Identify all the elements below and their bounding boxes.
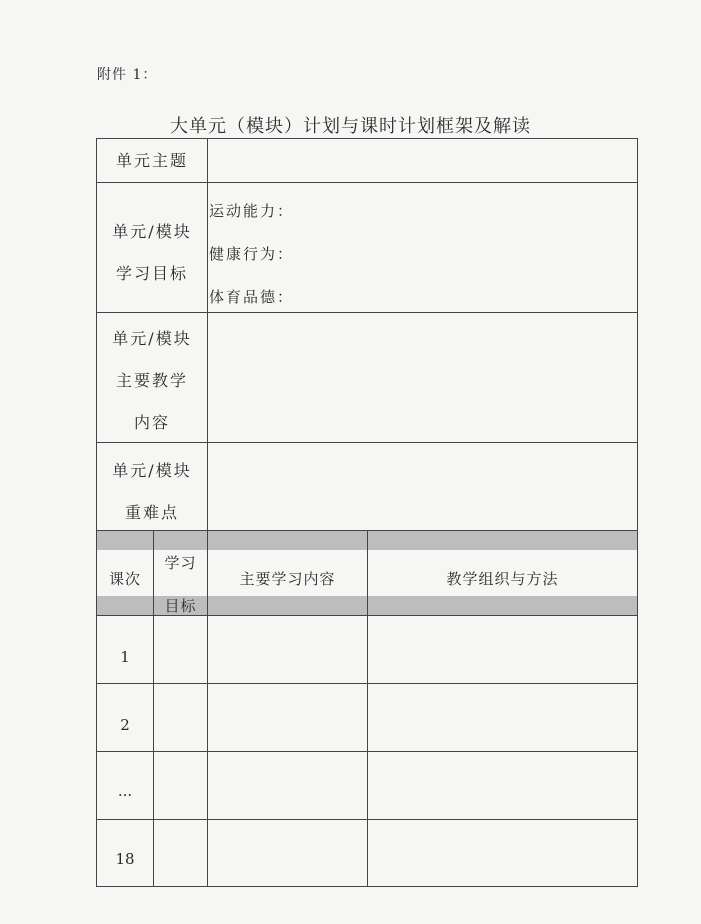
goal-health-behavior: 健康行为： [209,245,295,263]
document-title: 大单元（模块）计划与课时计划框架及解读 [170,116,531,137]
goal-motor-skill: 运动能力： [209,202,295,220]
divider-label [207,138,208,530]
attachment-label: 附件 1： [97,67,158,83]
header-lesson: 课次 [108,570,141,588]
header-content: 主要学习内容 [239,570,336,588]
rule-theme [96,182,638,183]
rule-goals [96,312,638,313]
header-method: 教学组织与方法 [446,570,559,588]
lesson-number-18: 18 [115,850,135,868]
unit-difficulty-label: 单元/模块 重难点 [112,461,192,522]
unit-goals-label: 单元/模块 学习目标 [112,222,192,283]
lesson-number-2: 2 [120,716,130,734]
lesson-number-1: 1 [120,648,130,666]
unit-theme-label: 单元主题 [115,151,188,170]
lesson-number-ellipsis: ... [117,782,133,800]
header-objective: 学习 目标 [164,554,197,615]
unit-content-label: 单元/模块 主要教学 内容 [112,329,192,432]
goal-sports-ethics: 体育品德： [209,288,295,306]
